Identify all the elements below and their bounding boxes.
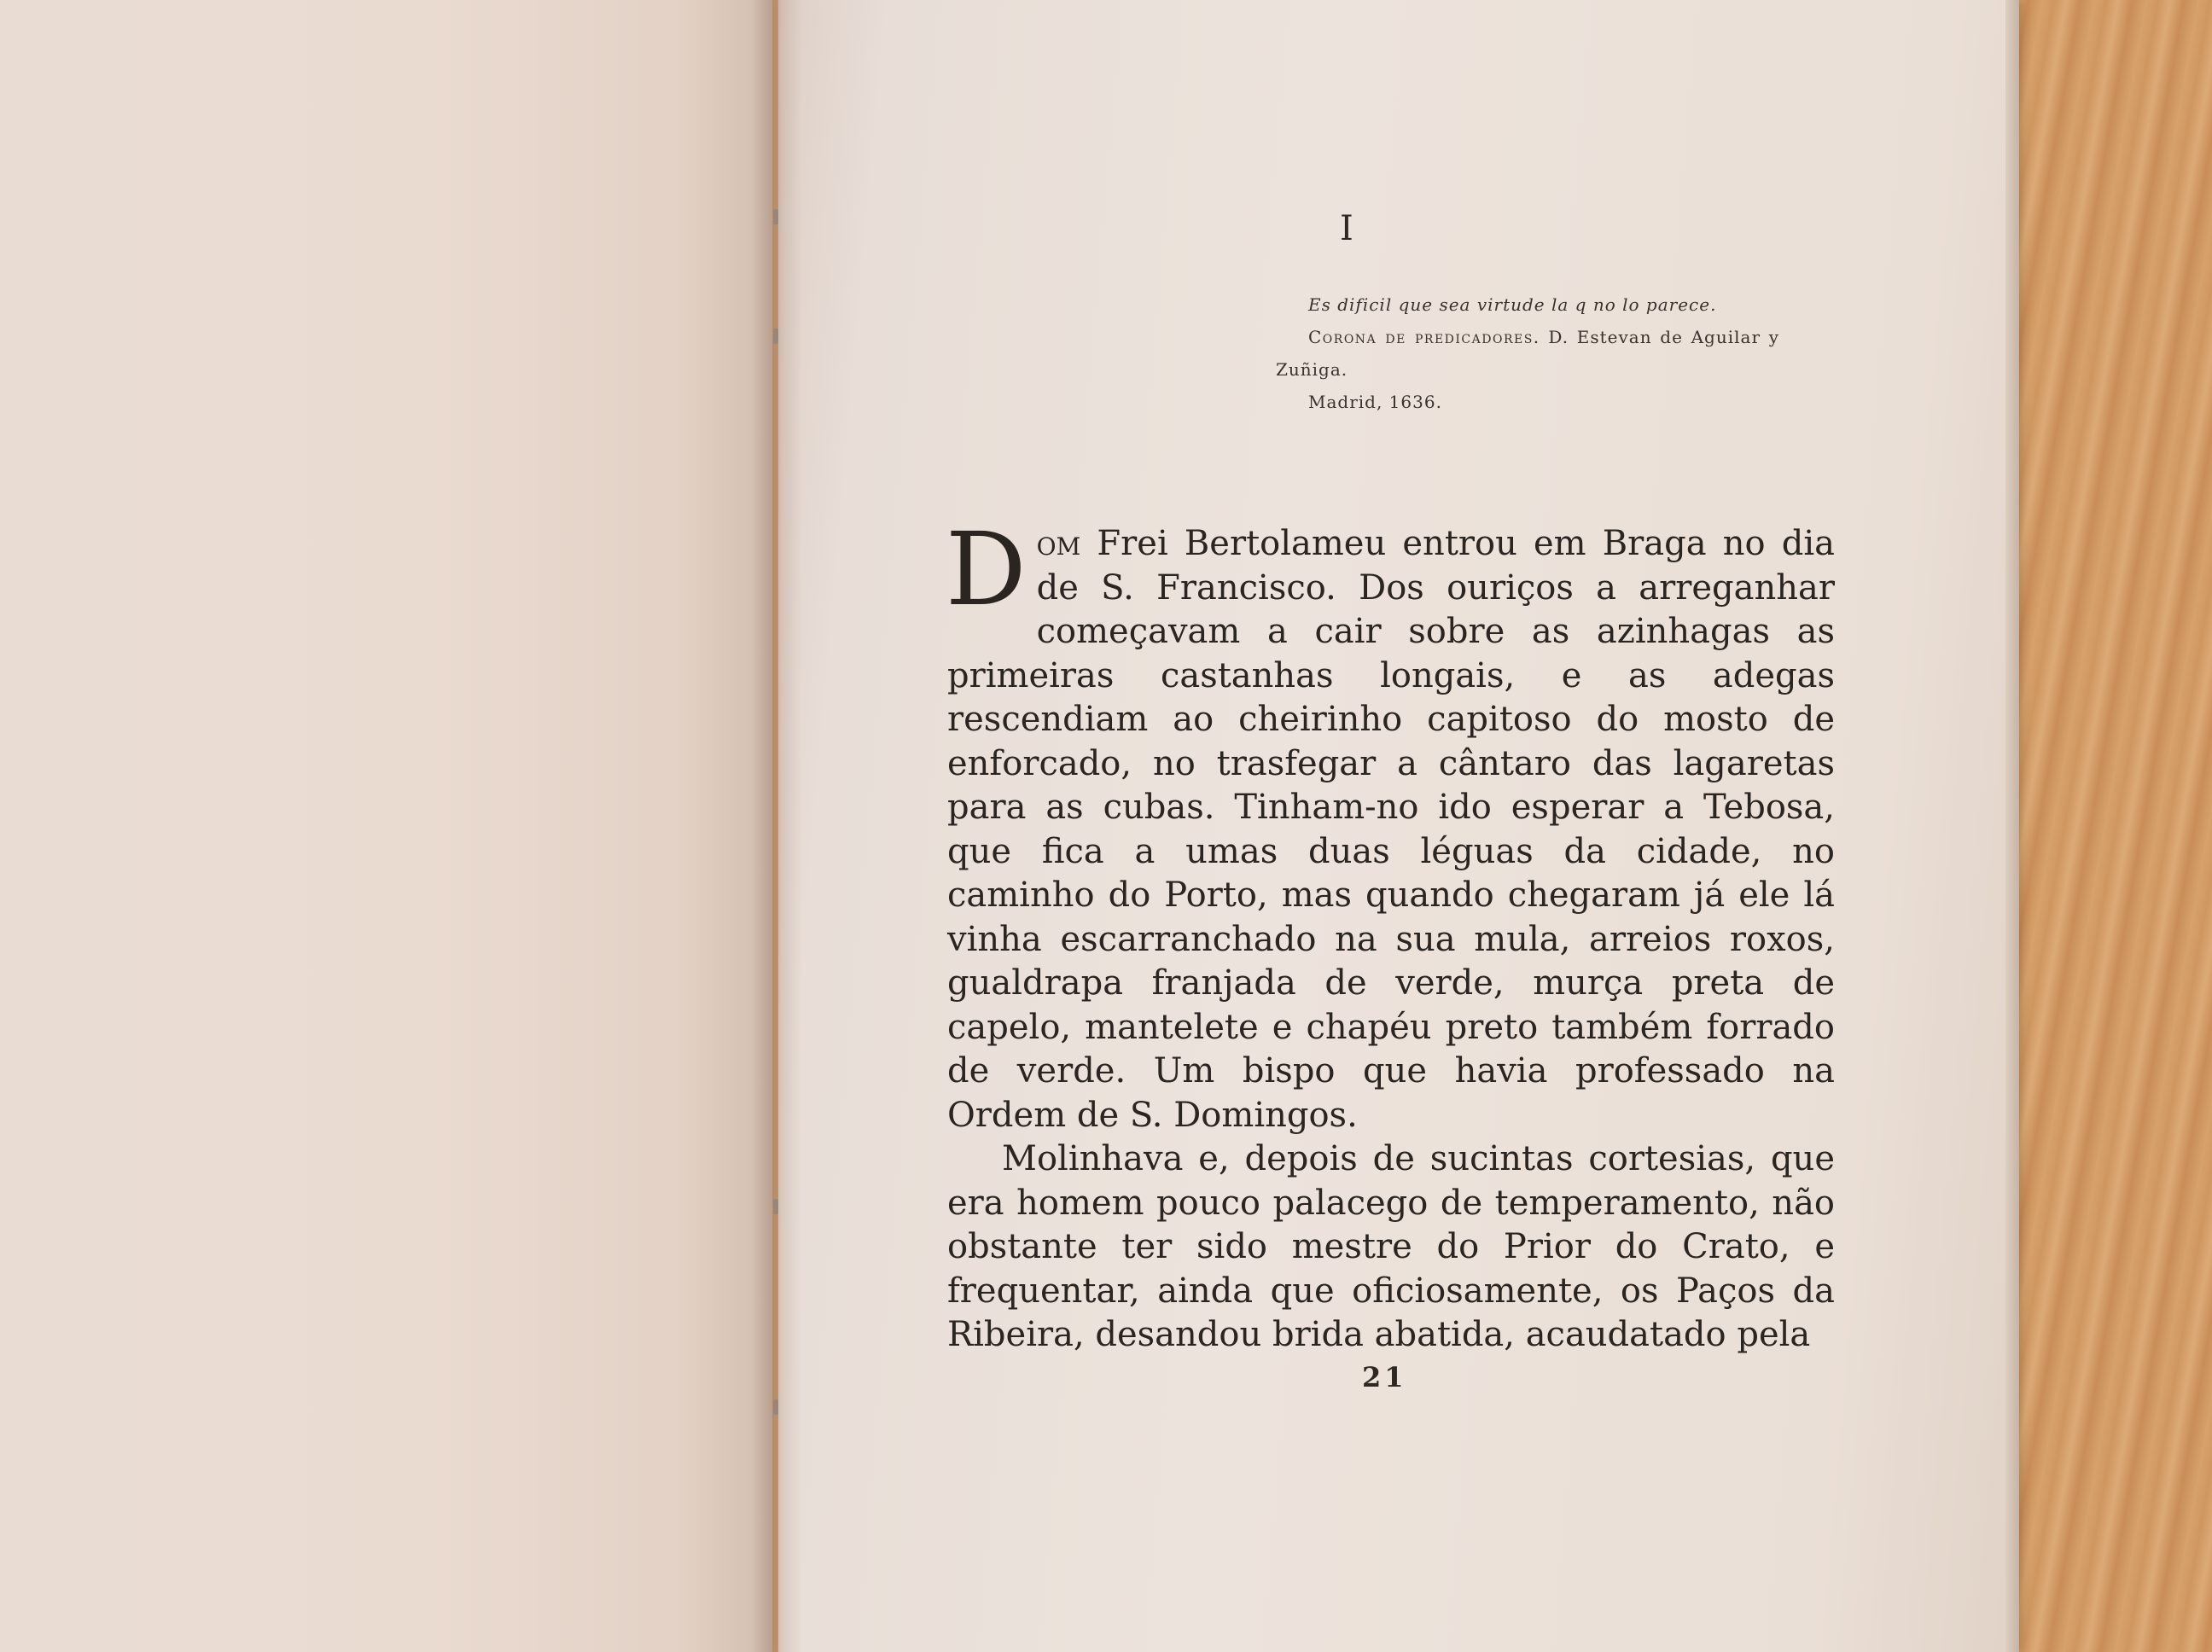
binding-stitch [773,329,778,344]
epigraph-place-date: Madrid, 1636. [1308,392,1442,412]
paragraph-1 [946,510,1835,1137]
epigraph-source [1276,321,1779,386]
binding-stitch [773,1399,778,1415]
paragraph-2: Molinhava e, depois de sucintas cortesias, que era homem pouco palacego de temperamento, não obstante ter sido mestre do Prior do Crato, e frequentar, ainda que oficiosamente, os Paços da Ribeira, desandou brida abatida, acaudatado pela [947,1139,1835,1354]
epigraph [1276,288,1779,418]
page-number: 21 [1362,1361,1407,1393]
wooden-table [1990,0,2212,1652]
body-text [946,510,1835,1358]
epigraph-work-title: Corona de predicadores. [1308,327,1540,347]
chapter-number: I [1340,209,1353,248]
page-edge [2005,0,2019,1652]
epigraph-author: D. Estevan de Aguilar y Zuñiga. [1276,327,1780,380]
epigraph-quote: Es dificil que sea virtude la q no lo parece. [1308,294,1717,315]
left-page-blank [0,0,772,1652]
binding-stitch [773,209,778,224]
binding-stitch [773,1199,778,1214]
drop-cap: D [946,510,1027,628]
paragraph-1-text: Frei Bertolameu entrou em Braga no dia de S. Francisco. Dos ouriços a arreganhar começavam a cair sobre as azinhagas as primeiras castanhas longais, e as adegas rescendiam ao cheirinho capitoso do mosto de enforcado, no trasfegar a cântaro das lagaretas para as cubas. Tinham-no ido esperar a Tebosa, que fica a umas duas léguas da cidade, no caminho do Porto, mas quando chegaram já ele lá vinha escarranchado na sua mula, arreios roxos, gualdrapa franjada de verde, murça preta de capelo, mantelete e chapéu preto também forrado de verde. Um bispo que havia professado na Ordem de S. Domingos. [947,524,1835,1135]
lead-in: om [1036,524,1081,563]
